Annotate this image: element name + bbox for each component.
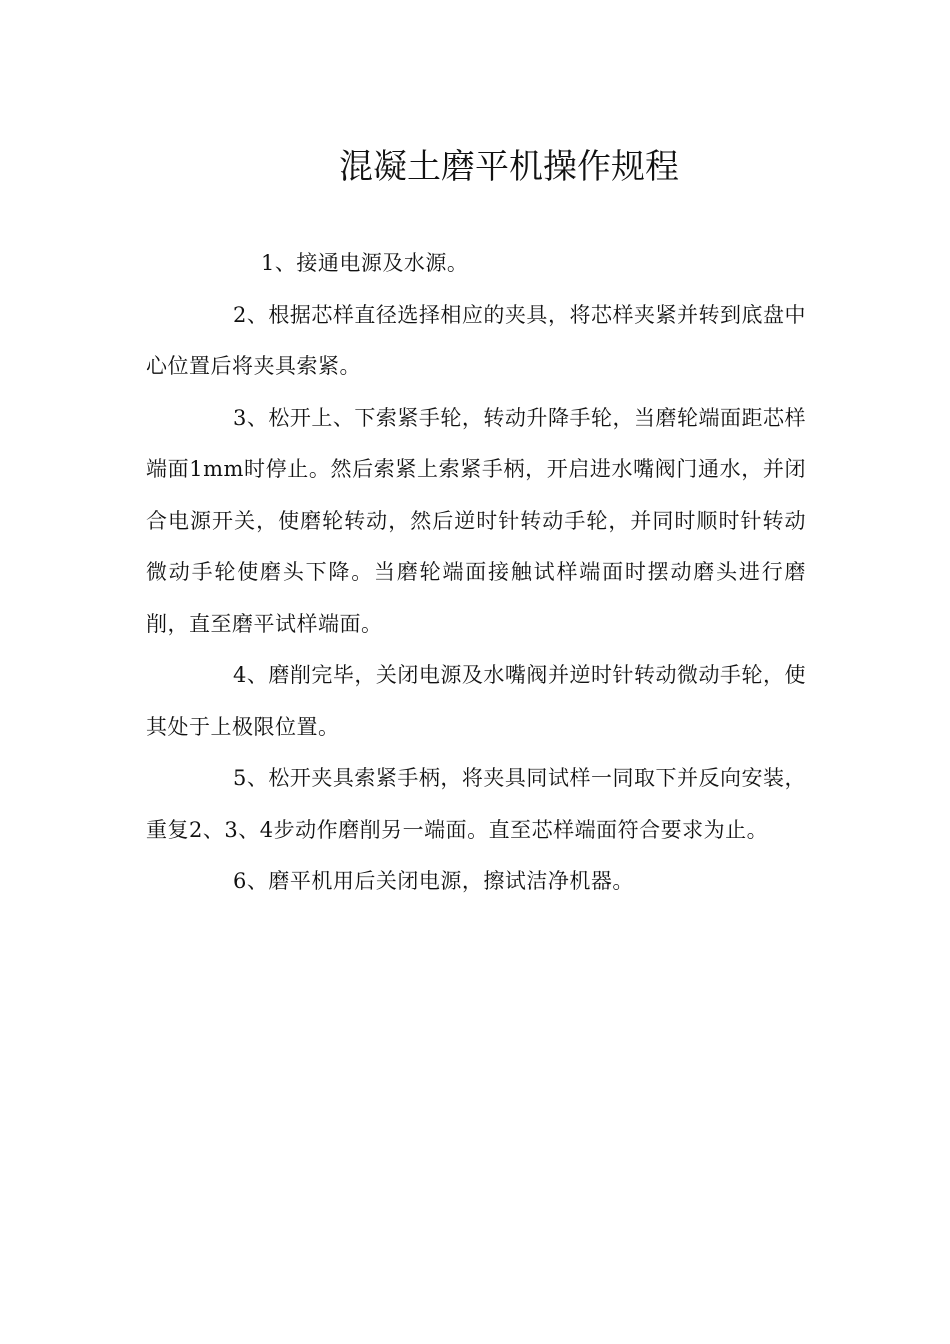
paragraph-step-4: 4、磨削完毕，关闭电源及水嘴阀并逆时针转动微动手轮，使其处于上极限位置。	[146, 663, 806, 739]
document-body	[146, 238, 806, 908]
paragraph-step-6: 6、磨平机用后关闭电源，擦试洁净机器。	[233, 869, 634, 893]
paragraph-step-1: 1、接通电源及水源。	[261, 251, 469, 275]
paragraph-step-5: 5、松开夹具索紧手柄，将夹具同试样一同取下并反向安装，重复2、3、4步动作磨削另一端面。直至芯样端面符合要求为止。	[146, 766, 806, 842]
paragraph-step-2: 2、根据芯样直径选择相应的夹具，将芯样夹紧并转到底盘中心位置后将夹具索紧。	[146, 302, 806, 378]
paragraph-step-3: 3、松开上、下索紧手轮，转动升降手轮，当磨轮端面距芯样端面1mm时停止。然后索紧上索紧手柄，开启进水嘴阀门通水，并闭合电源开关，使磨轮转动，然后逆时针转动手轮，并同时顺时针转动微动手轮使磨头下降。当磨轮端面接触试样端面时摆动磨头进行磨削，直至磨平试样端面。	[146, 405, 806, 636]
page-title: 混凝土磨平机操作规程	[339, 146, 679, 187]
